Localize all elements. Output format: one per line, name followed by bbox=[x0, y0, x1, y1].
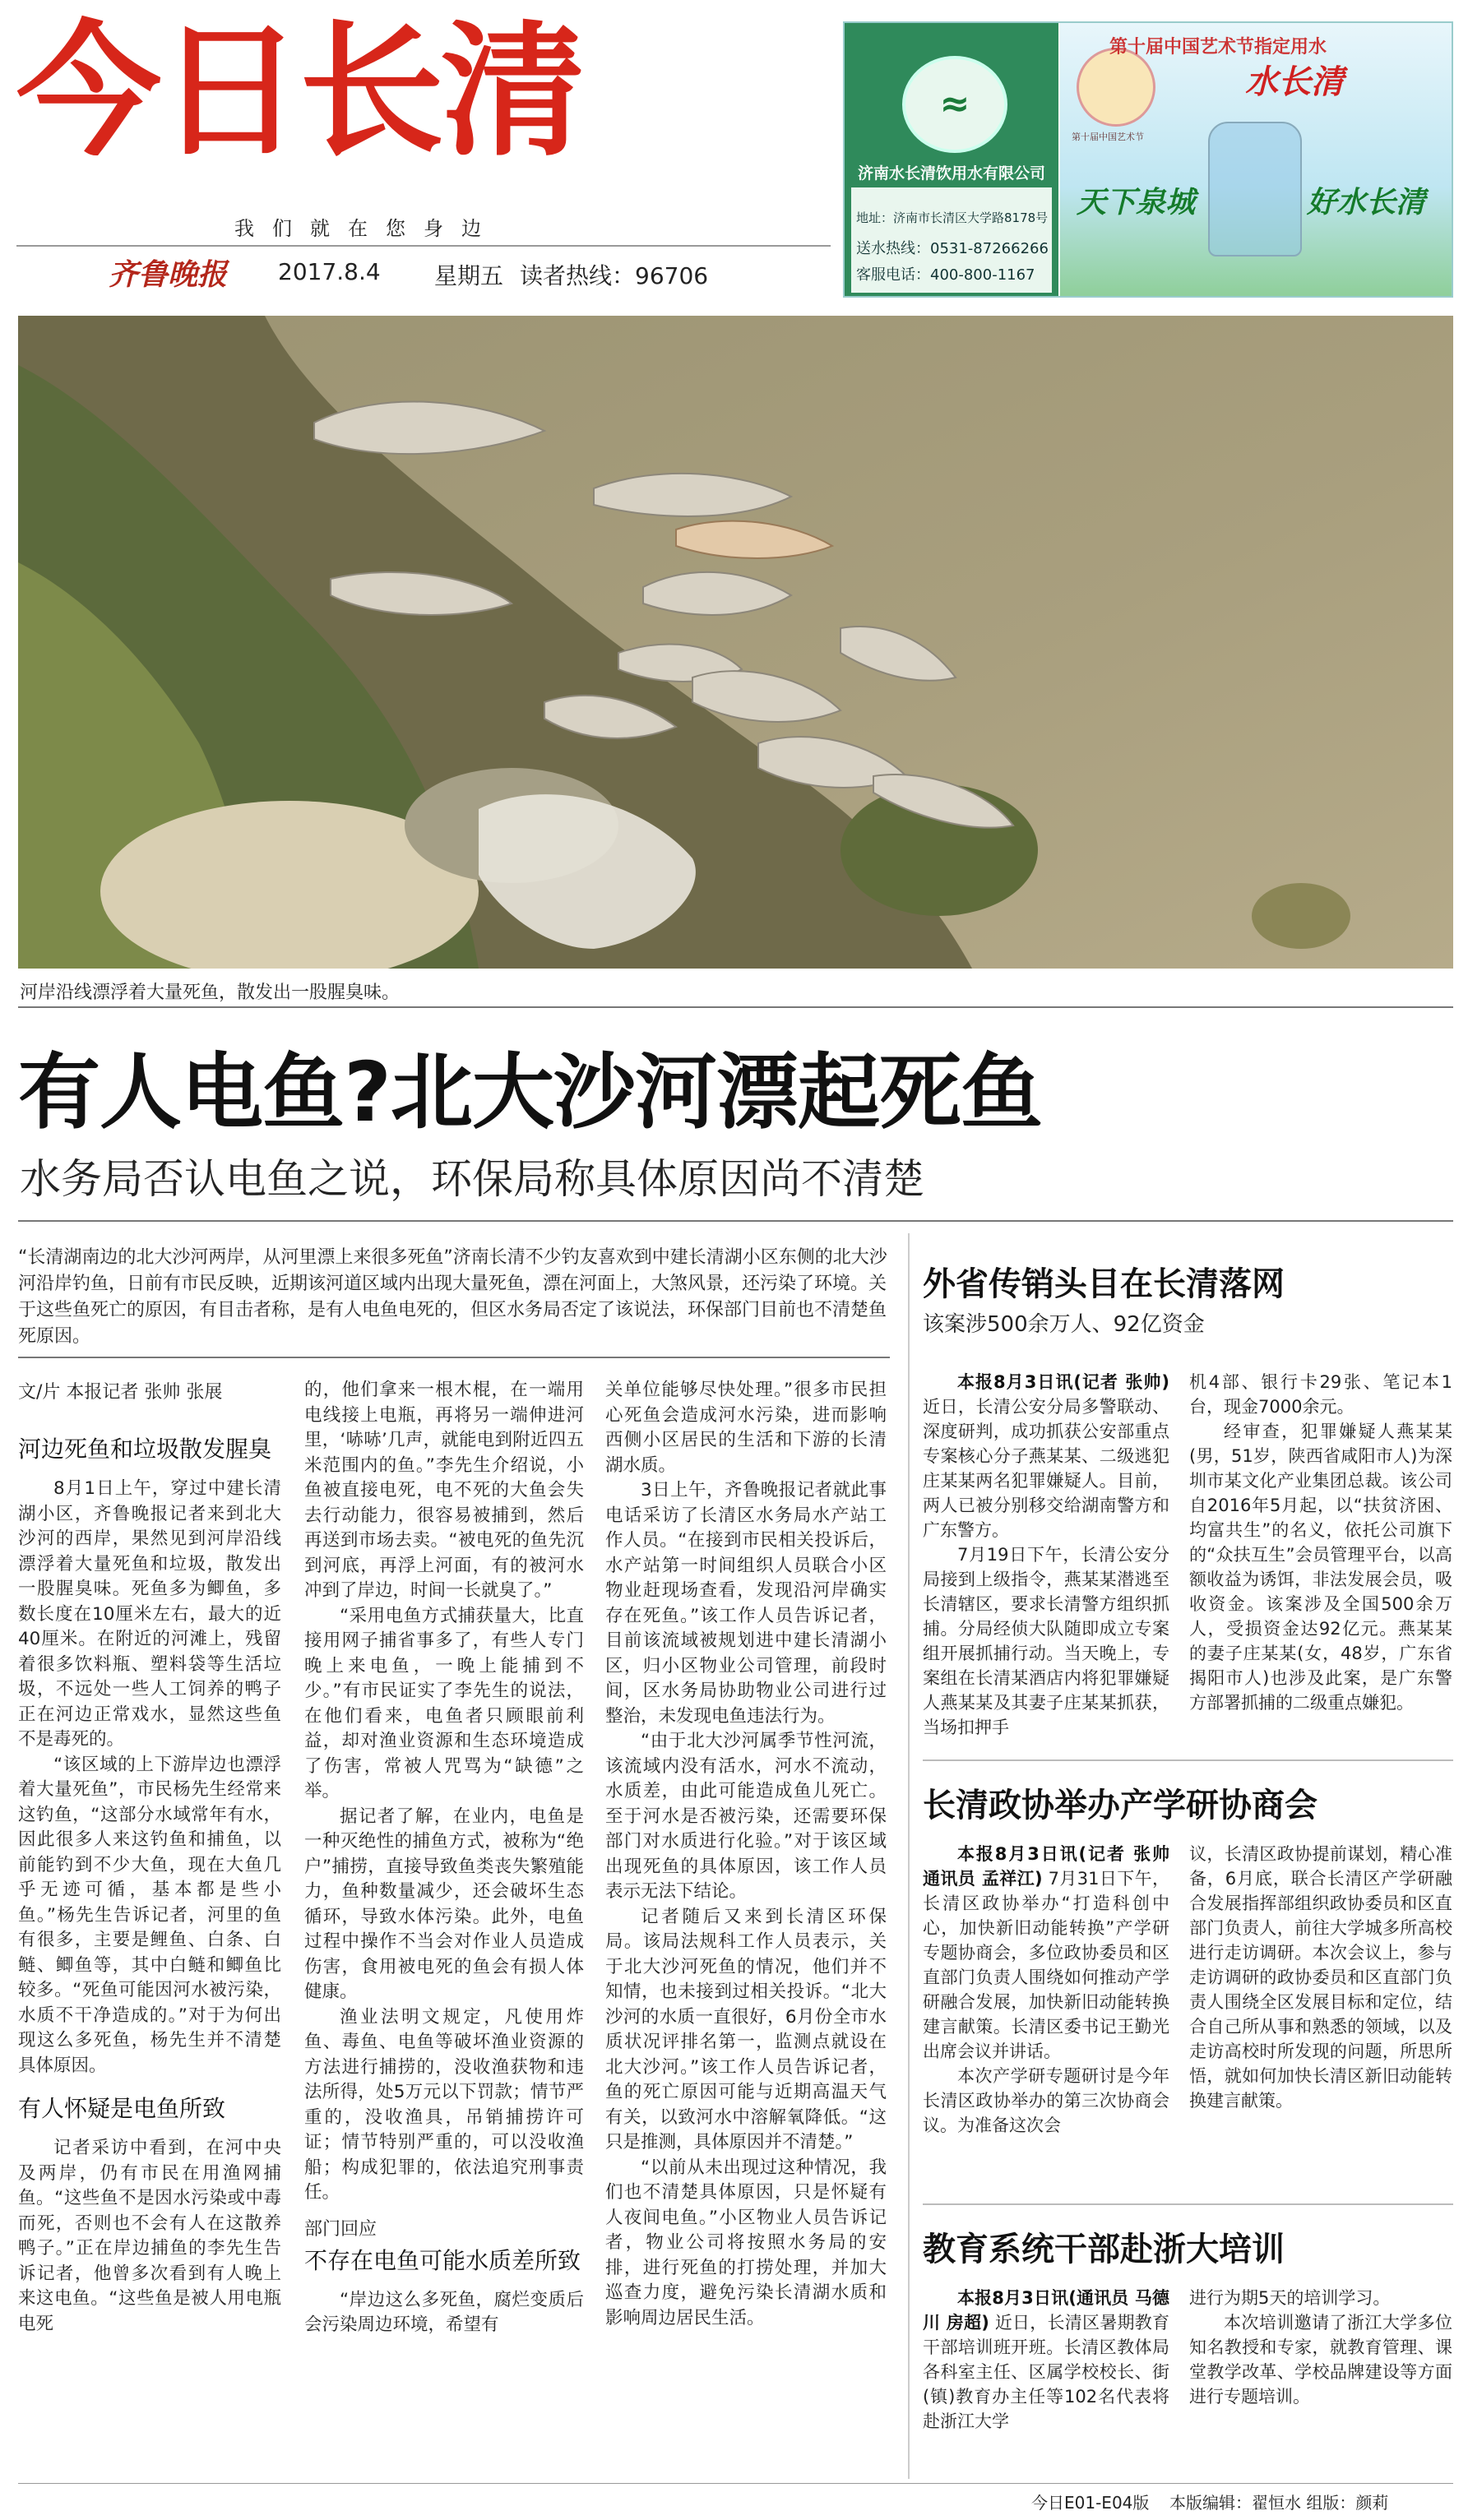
story-column-2 bbox=[304, 1378, 584, 2338]
divider bbox=[18, 1357, 890, 1358]
main-subheadline: 水务局否认电鱼之说，环保局称具体原因尚不清楚 bbox=[20, 1155, 924, 1203]
story2-column-1 bbox=[923, 1370, 1169, 1740]
ad-service-phone: 客服电话：400-800-1167 bbox=[856, 266, 1035, 284]
ad-address: 地址：济南市长清区大学路8178号 bbox=[856, 210, 1049, 225]
paragraph: 关单位能够尽快处理。”很多市民担心死鱼会造成河水污染，进而影响西侧小区居民的生活和下游的长清湖水质。 bbox=[605, 1380, 887, 1476]
ad-brand-name: 水长清 bbox=[1245, 62, 1344, 101]
ad-badge-text: 第十届中国艺术节 bbox=[1072, 132, 1144, 142]
column-divider bbox=[908, 1233, 910, 2479]
section-subheading: 河边死鱼和垃圾散发腥臭 bbox=[18, 1436, 272, 1463]
divider bbox=[18, 1220, 1453, 1222]
dateline: 本报8月3日讯(记者 张帅 通讯员 孟祥江) bbox=[923, 1844, 1169, 1889]
section-label: 部门回应 bbox=[304, 2218, 377, 2240]
paragraph: 的，他们拿来一根木棍，在一端用电线接上电瓶，再将另一端伸进河里，‘哧哧’几声，就能电到附近四五米范围内的鱼。”李先生介绍说，小鱼被直接电死，电不死的大鱼会失去行动能力，很容易被捕到，然后再送到市场去卖。“被电死的鱼先沉到河底，再浮上河面，有的被河水冲到了岸边，时间一长就臭了。” bbox=[304, 1380, 584, 1601]
paragraph: 经审查，犯罪嫌疑人燕某某(男，51岁，陕西省咸阳市人)为深圳市某文化产业集团总裁。该公司自2016年5月起，以“扶贫济困、均富共生”的名义，依托公司旗下的“众扶互生”会员管理平台，以高额收益为诱饵，非法发展会员，吸收资金。该案涉及全国500余万人，受损资金达92亿元。燕某某的妻子庄某某(女，48岁，广东省揭阳市人)也涉及此案，是广东警方部署抓捕的二级重点嫌犯。 bbox=[1189, 1422, 1452, 1713]
dateline: 本报8月3日讯(记者 张帅) bbox=[957, 1372, 1169, 1392]
paragraph: 3日上午，齐鲁晚报记者就此事电话采访了长清区水务局水产站工作人员。“在接到市民相关投诉后，水产站第一时间组织人员联合小区物业赶现场查看，发现沿河岸确实存在死鱼。”该工作人员告诉记者，目前该流域被规划进中建长清湖小区，归小区物业公司管理，前段时间，区水务局协助物业公司进行过整治，未发现电鱼违法行为。 bbox=[605, 1480, 887, 1727]
ad-slogan-left: 天下泉城 bbox=[1077, 185, 1196, 220]
issue-date: 2017.8.4 bbox=[278, 258, 381, 285]
paragraph: 据记者了解，在业内，电鱼是一种灭绝性的捕鱼方式，被称为“绝户”捕捞，直接导致鱼类丧失繁殖能力，鱼种数量减少，还会破坏生态循环，导致水体污染。此外，电鱼过程中操作不当会对作业人员造成伤害，食用被电死的鱼会有损人体健康。 bbox=[304, 1806, 584, 2002]
photo-caption: 河岸沿线漂浮着大量死鱼，散发出一股腥臭味。 bbox=[20, 983, 401, 1003]
divider bbox=[16, 245, 831, 247]
masthead-title: 今日长清 bbox=[16, 7, 583, 176]
paragraph bbox=[923, 2286, 1169, 2434]
dead-fish-riverbank-illustration bbox=[18, 316, 1453, 969]
dateline: 本报8月3日讯(通讯员 马德川 房超) bbox=[923, 2288, 1169, 2333]
divider bbox=[923, 1759, 1453, 1761]
section-subheading: 不存在电鱼可能水质差所致 bbox=[304, 2246, 581, 2274]
footer-edition: 今日E01-E04版 bbox=[1031, 2493, 1150, 2513]
ad-tagline: 第十届中国艺术节指定用水 bbox=[1109, 37, 1327, 58]
story-subtitle-pyramid-scheme: 该案涉500余万人、92亿资金 bbox=[923, 1312, 1205, 1337]
paper-name: 齐鲁晚报 bbox=[109, 258, 228, 292]
water-bottle-icon bbox=[1208, 122, 1302, 257]
paragraph: “以前从未出现过这种情况，我们也不清楚具体原因，只是怀疑有人夜间电鱼。”小区物业人员告诉记者，物业公司将按照水务局的安排，进行死鱼的打捞处理，并加大巡查力度，避免污染长清湖水质和影响周边居民生活。 bbox=[605, 2157, 887, 2328]
story4-column-2 bbox=[1189, 2286, 1452, 2409]
story-byline: 文/片 本报记者 张帅 张展 bbox=[18, 1382, 223, 1403]
company-logo bbox=[902, 56, 1007, 153]
paragraph-text: 7月31日下午，长清区政协举办“打造科创中心，加快新旧动能转换”产学研专题协商会，多位政协委员和区直部门负责人围绕如何推动产学研融合发展，加快新旧动能转换建言献策。长清区委书记王勤光出席会议并讲话。 bbox=[923, 1869, 1169, 2061]
paragraph: “岸边这么多死鱼，腐烂变质后会污染周边环境，希望有 bbox=[304, 2289, 584, 2335]
advertisement bbox=[843, 21, 1453, 298]
paragraph bbox=[923, 1842, 1169, 2064]
divider bbox=[18, 1006, 1453, 1008]
paragraph: 8月1日上午，穿过中建长清湖小区，齐鲁晚报记者来到北大沙河的西岸，果然见到河岸沿线漂浮着大量死鱼和垃圾，散发出一股腥臭味。死鱼多为鲫鱼，多数长度在10厘米左右，最大的近40厘米。在附近的河滩上，残留着很多饮料瓶、塑料袋等生活垃圾，不远处一些人工饲养的鸭子正在河边正常戏水，显然这些鱼不是毒死的。 bbox=[18, 1478, 281, 1750]
paragraph: “采用电鱼方式捕获量大，比直接用网子捕省事多了，有些人专门晚上来电鱼，一晚上能捕到不少。”有市民证实了李先生的说法，在他们看来，电鱼者只顾眼前利益，却对渔业资源和生态环境造成了伤害，常被人咒骂为“缺德”之举。 bbox=[304, 1605, 584, 1801]
main-headline: 有人电鱼?北大沙河漂起死鱼 bbox=[18, 1044, 1043, 1140]
ad-company-name: 济南水长清饮用水有限公司 bbox=[857, 164, 1045, 183]
water-drop-icon: ≈ bbox=[939, 83, 970, 125]
story3-column-1 bbox=[923, 1842, 1169, 2138]
news-photo bbox=[18, 316, 1453, 969]
festival-badge-icon bbox=[1077, 48, 1155, 127]
paragraph bbox=[923, 1370, 1169, 1542]
story-lead: “长清湖南边的北大沙河两岸，从河里漂上来很多死鱼”济南长清不少钓友喜欢到中建长清湖小区东侧的北大沙河沿岸钓鱼，日前有市民反映，近期该河道区域内出现大量死鱼，漂在河面上，大煞风景，还污染了环境。关于这些鱼死亡的原因，有目击者称，是有人电鱼电死的，但区水务局否定了该说法，环保部门目前也不清楚鱼死原因。 bbox=[18, 1247, 887, 1347]
story-title-cppcc-forum: 长清政协举办产学研协商会 bbox=[923, 1787, 1317, 1824]
story2-column-2 bbox=[1189, 1370, 1452, 1715]
story4-column-1 bbox=[923, 2286, 1169, 2434]
ad-company-panel bbox=[845, 23, 1058, 296]
paragraph-text: 近日，长清公安分局多警联动、深度研判，成功抓获公安部重点专案核心分子燕某某、二级逃犯庄某某两名犯罪嫌疑人。目前，两人已被分别移交给湖南警方和广东警方。 bbox=[923, 1397, 1169, 1540]
footer-credits: 本版编辑：翟恒水 组版：颜莉 bbox=[1169, 2493, 1389, 2513]
paragraph: 7月19日下午，长清公安分局接到上级指令，燕某某潜逃至长清辖区，要求长清警方组织抓捕。分局经侦大队随即成立专案组开展抓捕行动。当天晚上，专案组在长清某酒店内将犯罪嫌疑人燕某某及其妻子庄某某抓获，当场扣押手 bbox=[923, 1545, 1169, 1737]
reader-hotline: 读者热线：96706 bbox=[520, 262, 709, 289]
issue-weekday: 星期五 bbox=[434, 262, 504, 289]
paragraph: 本次培训邀请了浙江大学多位知名教授和专家，就教育管理、课堂教学改革、学校品牌建设等方面进行专题培训。 bbox=[1189, 2313, 1452, 2407]
paragraph-text: 近日，长清区暑期教育干部培训班开班。长清区教体局各科室主任、区属学校校长、街(镇)教育办主任等102名代表将赴浙江大学 bbox=[923, 2313, 1169, 2431]
masthead-slogan: 我们就在您身边 bbox=[234, 217, 499, 240]
section-subheading: 有人怀疑是电鱼所致 bbox=[18, 2095, 226, 2122]
paragraph: 议，长清区政协提前谋划，精心准备，6月底，联合长清区产学研融合发展指挥部组织政协委员和区直部门负责人，前往大学城多所高校进行走访调研。本次会议上，参与走访调研的政协委员和区直部门负责人围绕全区发展目标和定位，结合自己所从事和熟悉的领域，以及走访高校时所发现的问题，所思所悟，就如何加快长清区新旧动能转换建言献策。 bbox=[1189, 1844, 1452, 2111]
paragraph: 本次产学研专题研讨是今年长清区政协举办的第三次协商会议。为准备这次会 bbox=[923, 2066, 1169, 2135]
divider bbox=[18, 2483, 1453, 2484]
paragraph: “由于北大沙河属季节性河流，该流域内没有活水，河水不流动，水质差，由此可能造成鱼儿死亡。至于河水是否被污染，还需要环保部门对水质进行化验。”对于该区域出现死鱼的具体原因，该工作人员表示无法下结论。 bbox=[605, 1731, 887, 1902]
paragraph: 记者随后又来到长清区环保局。该局法规科工作人员表示，关于北大沙河死鱼的情况，他们并不知情，也未接到过相关投诉。“北大沙河的水质一直很好，6月份全市水质状况评排名第一，监测点就设在北大沙河。”该工作人员告诉记者，鱼的死亡原因可能与近期高温天气有关，以致河水中溶解氧降低。“这只是推测，具体原因并不清楚。” bbox=[605, 1906, 887, 2152]
paragraph: “该区域的上下游岸边也漂浮着大量死鱼”，市民杨先生经常来这钓鱼，“这部分水域常年有水，因此很多人来这钓鱼和捕鱼，以前能钓到不少大鱼，现在大鱼几乎无迹可循，基本都是些小鱼。”杨先生告诉记者，河里的鱼有很多，主要是鲤鱼、白条、白鲢、鲫鱼等，其中白鲢和鲫鱼比较多。“死鱼可能因河水被污染，水质不干净造成的。”对于为何出现这么多死鱼，杨先生并不清楚具体原因。 bbox=[18, 1754, 281, 2076]
ad-slogan-right: 好水长清 bbox=[1307, 185, 1426, 220]
story-title-education-training: 教育系统干部赴浙大培训 bbox=[923, 2231, 1285, 2268]
story-title-pyramid-scheme: 外省传销头目在长清落网 bbox=[923, 1265, 1285, 1303]
paragraph: 渔业法明文规定，凡使用炸鱼、毒鱼、电鱼等破坏渔业资源的方法进行捕捞的，没收渔获物和违法所得，处5万元以下罚款；情节严重的，没收渔具，吊销捕捞许可证；情节特别严重的，可以没收渔船；构成犯罪的，依法追究刑事责任。 bbox=[304, 2006, 584, 2203]
story3-column-2 bbox=[1189, 1842, 1452, 2113]
divider bbox=[923, 2203, 1453, 2205]
paragraph: 机4部、银行卡29张、笔记本1台，现金7000余元。 bbox=[1189, 1372, 1452, 1417]
paragraph: 进行为期5天的培训学习。 bbox=[1189, 2288, 1391, 2308]
story-column-3 bbox=[605, 1378, 887, 2331]
ad-delivery-phone: 送水热线：0531-87266266 bbox=[856, 240, 1049, 257]
story-column-1 bbox=[18, 1419, 281, 2337]
paragraph: 记者采访中看到，在河中央及两岸，仍有市民在用渔网捕鱼。“这些鱼不是因水污染或中毒而死，否则也不会有人在这散养鸭子。”正在岸边捕鱼的李先生告诉记者，他曾多次看到有人晚上来这电鱼。“这些鱼是被人用电瓶电死 bbox=[18, 2138, 281, 2334]
ad-brand-panel bbox=[1060, 23, 1452, 296]
